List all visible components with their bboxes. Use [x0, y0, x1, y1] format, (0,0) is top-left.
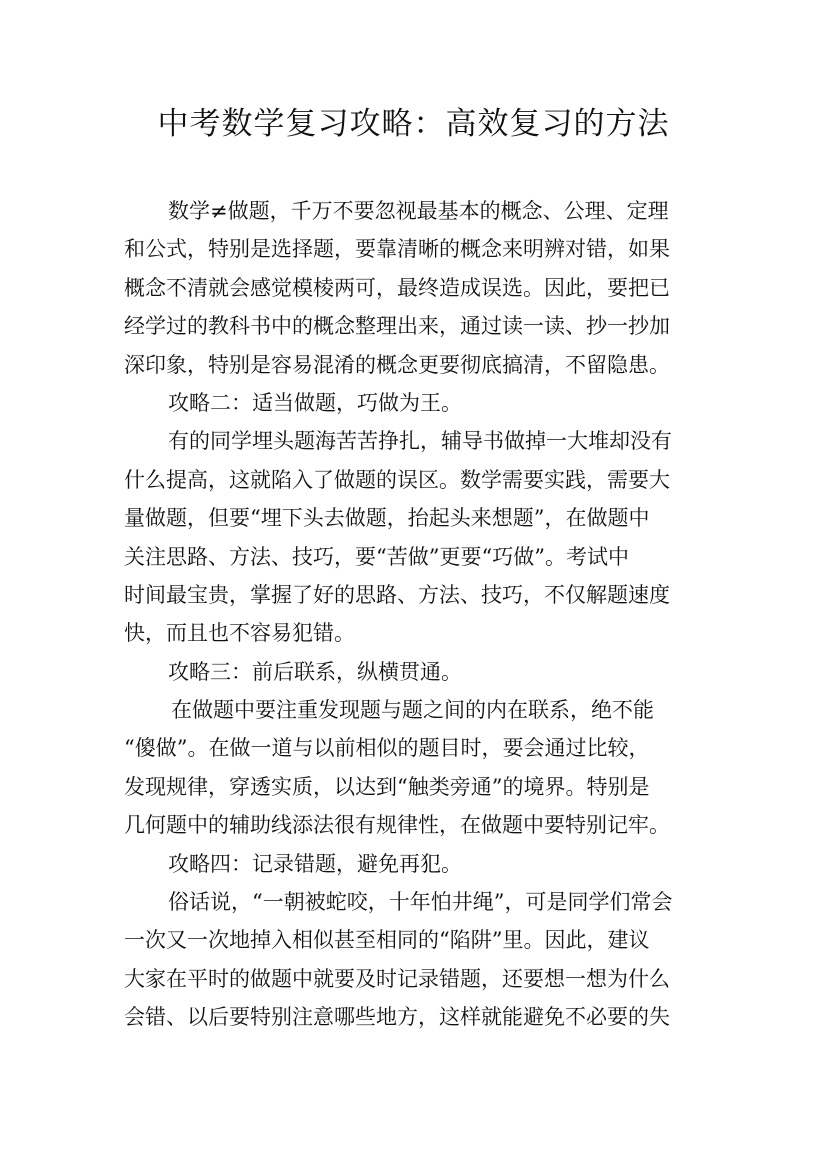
- paragraph-line: 在做题中要注重发现题与题之间的内在联系，绝不能: [171, 698, 654, 723]
- paragraph-line: 什么提高，这就陷入了做题的误区。数学需要实践，需要大: [124, 467, 670, 492]
- paragraph-line: 几何题中的辅助线添法很有规律性，在做题中要特别记牢。: [124, 813, 670, 838]
- paragraph-line: 一次又一次地掉入相似甚至相同的“陷阱”里。因此，建议: [124, 928, 650, 953]
- paragraph-line: 和公式，特别是选择题，要靠清晰的概念来明辨对错，如果: [124, 237, 670, 262]
- paragraph-line: 数学≠做题，千万不要忽视最基本的概念、公理、定理: [168, 199, 669, 223]
- paragraph-line: 俗话说，“一朝被蛇咬，十年怕井绳”，可是同学们常会: [168, 890, 673, 915]
- paragraph-line: 时间最宝贵，掌握了好的思路、方法、技巧，不仅解题速度: [124, 582, 670, 607]
- paragraph-line: 快，而且也不容易犯错。: [124, 621, 355, 646]
- paragraph-line: 关注思路、方法、技巧，要“苦做”更要“巧做”。考试中: [124, 544, 629, 569]
- section-heading: 攻略四：记录错题，避免再犯。: [168, 851, 462, 876]
- paragraph-line: 深印象，特别是容易混淆的概念更要彻底搞清，不留隐患。: [124, 352, 670, 377]
- paragraph-line: 发现规律，穿透实质，以达到“触类旁通”的境界。特别是: [124, 774, 650, 799]
- section-heading: 攻略三：前后联系，纵横贯通。: [168, 659, 462, 684]
- paragraph-line: 概念不清就会感觉模棱两可，最终造成误选。因此，要把已: [124, 275, 670, 300]
- paragraph-line: 有的同学埋头题海苦苦挣扎，辅导书做掉一大堆却没有: [168, 429, 672, 454]
- document-body: [124, 192, 720, 1037]
- paragraph-line: “傻做”。在做一道与以前相似的题目时，要会通过比较，: [124, 736, 650, 761]
- paragraph-line: 会错、以后要特别注意哪些地方，这样就能避免不必要的失: [124, 1005, 670, 1030]
- paragraph-line: 经学过的教科书中的概念整理出来，通过读一读、抄一抄加: [124, 314, 670, 339]
- paragraph-line: 大家在平时的做题中就要及时记录错题，还要想一想为什么: [124, 966, 670, 991]
- document-title: 中考数学复习攻略：高效复习的方法: [157, 106, 670, 142]
- section-heading: 攻略二：适当做题，巧做为王。: [168, 390, 462, 415]
- paragraph-line: 量做题，但要“埋下头去做题，抬起头来想题”，在做题中: [124, 506, 650, 531]
